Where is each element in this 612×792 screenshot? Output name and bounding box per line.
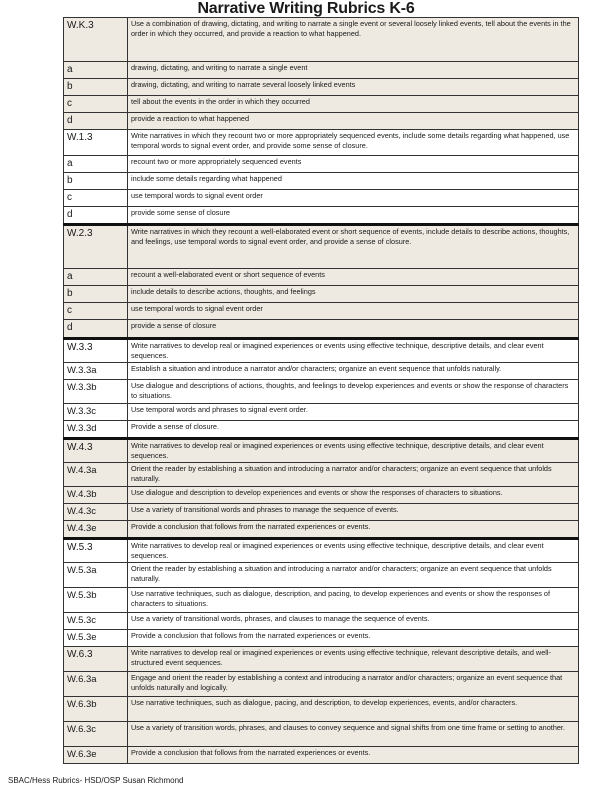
table-row bbox=[64, 539, 579, 563]
standard-text: Use a combination of drawing, dictating, and writing to narrate a single event or several loosely linked events, tell about the events in the order in which they occurred, and provide a reaction to what happened. bbox=[128, 18, 579, 62]
table-row bbox=[64, 190, 579, 207]
standard-text: provide some sense of closure bbox=[128, 207, 579, 225]
standard-code: d bbox=[64, 320, 128, 339]
standard-code: W.5.3 bbox=[64, 539, 128, 563]
standard-text: Provide a conclusion that follows from the narrated experiences or events. bbox=[128, 747, 579, 764]
standard-text: Use a variety of transitional words and phrases to manage the sequence of events. bbox=[128, 504, 579, 521]
standard-code: W.4.3 bbox=[64, 439, 128, 463]
standard-text: Write narratives in which they recount a well-elaborated event or short sequence of events, include details to describe actions, thoughts, and feelings, use temporal words to signal event order, and provide a sense of closure. bbox=[128, 225, 579, 269]
table-row bbox=[64, 320, 579, 339]
table-row bbox=[64, 207, 579, 225]
table-row bbox=[64, 487, 579, 504]
table-row bbox=[64, 747, 579, 764]
table-row bbox=[64, 79, 579, 96]
standard-text: Provide a conclusion that follows from the narrated experiences or events. bbox=[128, 630, 579, 647]
standard-code: W.K.3 bbox=[64, 18, 128, 62]
standard-code: d bbox=[64, 207, 128, 225]
table-row bbox=[64, 363, 579, 380]
table-row bbox=[64, 672, 579, 697]
standard-code: W.5.3a bbox=[64, 563, 128, 588]
standard-code: W.6.3c bbox=[64, 722, 128, 747]
standard-text: tell about the events in the order in which they occurred bbox=[128, 96, 579, 113]
standard-code: c bbox=[64, 303, 128, 320]
standard-code: W.3.3d bbox=[64, 421, 128, 439]
table-row bbox=[64, 404, 579, 421]
standard-text: Orient the reader by establishing a situation and introducing a narrator and/or characters; organize an event sequence that unfolds naturally. bbox=[128, 563, 579, 588]
standard-code: a bbox=[64, 62, 128, 79]
standard-text: Use a variety of transitional words, phrases, and clauses to manage the sequence of events. bbox=[128, 613, 579, 630]
standard-text: Write narratives to develop real or imagined experiences or events using effective technique, descriptive details, and clear event sequences. bbox=[128, 339, 579, 363]
table-row bbox=[64, 521, 579, 539]
table-row bbox=[64, 339, 579, 363]
standard-text: recount two or more appropriately sequenced events bbox=[128, 156, 579, 173]
standard-code: W.4.3a bbox=[64, 463, 128, 487]
standard-text: recount a well-elaborated event or short sequence of events bbox=[128, 269, 579, 286]
standard-code: W.6.3b bbox=[64, 697, 128, 722]
standard-code: W.6.3a bbox=[64, 672, 128, 697]
rubric-table bbox=[63, 17, 579, 764]
standard-code: W.1.3 bbox=[64, 130, 128, 156]
table-row bbox=[64, 630, 579, 647]
standard-code: W.5.3c bbox=[64, 613, 128, 630]
table-row bbox=[64, 130, 579, 156]
standard-text: Use temporal words and phrases to signal event order. bbox=[128, 404, 579, 421]
table-row bbox=[64, 647, 579, 672]
standard-code: W.3.3 bbox=[64, 339, 128, 363]
standard-text: use temporal words to signal event order bbox=[128, 303, 579, 320]
standard-code: W.3.3c bbox=[64, 404, 128, 421]
standard-text: Write narratives to develop real or imagined experiences or events using effective technique, descriptive details, and clear event sequences. bbox=[128, 439, 579, 463]
standard-text: Use dialogue and description to develop experiences and events or show the responses of characters to situations. bbox=[128, 487, 579, 504]
standard-code: W.5.3b bbox=[64, 588, 128, 613]
table-row bbox=[64, 463, 579, 487]
standard-text: Use a variety of transition words, phrases, and clauses to convey sequence and signal shifts from one time frame or setting to another. bbox=[128, 722, 579, 747]
standard-code: b bbox=[64, 286, 128, 303]
standard-code: W.4.3c bbox=[64, 504, 128, 521]
standard-code: a bbox=[64, 156, 128, 173]
standard-code: b bbox=[64, 173, 128, 190]
table-row bbox=[64, 421, 579, 439]
table-row bbox=[64, 156, 579, 173]
standard-code: W.4.3b bbox=[64, 487, 128, 504]
standard-text: Establish a situation and introduce a narrator and/or characters; organize an event sequence that unfolds naturally. bbox=[128, 363, 579, 380]
table-row bbox=[64, 269, 579, 286]
standard-text: Orient the reader by establishing a situation and introducing a narrator and/or characters; organize an event sequence that unfolds naturally. bbox=[128, 463, 579, 487]
table-row bbox=[64, 18, 579, 62]
table-row bbox=[64, 697, 579, 722]
standard-text: provide a reaction to what happened bbox=[128, 113, 579, 130]
standard-code: a bbox=[64, 269, 128, 286]
standard-text: Use narrative techniques, such as dialogue, description, and pacing, to develop experiences and events or show the responses of characters to situations. bbox=[128, 588, 579, 613]
table-row bbox=[64, 96, 579, 113]
table-row bbox=[64, 563, 579, 588]
standard-text: Provide a sense of closure. bbox=[128, 421, 579, 439]
footer-credit: SBAC/Hess Rubrics- HSD/OSP Susan Richmond bbox=[8, 776, 184, 785]
standard-text: include details to describe actions, thoughts, and feelings bbox=[128, 286, 579, 303]
table-row bbox=[64, 286, 579, 303]
standard-text: Write narratives to develop real or imagined experiences or events using effective technique, relevant descriptive details, and well-structured event sequences. bbox=[128, 647, 579, 672]
table-row bbox=[64, 225, 579, 269]
page-title: Narrative Writing Rubrics K-6 bbox=[197, 0, 415, 17]
standard-text: provide a sense of closure bbox=[128, 320, 579, 339]
standard-text: include some details regarding what happened bbox=[128, 173, 579, 190]
standard-text: Write narratives to develop real or imagined experiences or events using effective technique, descriptive details, and clear event sequences. bbox=[128, 539, 579, 563]
table-row bbox=[64, 588, 579, 613]
standard-code: c bbox=[64, 190, 128, 207]
standard-code: W.5.3e bbox=[64, 630, 128, 647]
standard-text: drawing, dictating, and writing to narrate a single event bbox=[128, 62, 579, 79]
standard-code: d bbox=[64, 113, 128, 130]
table-row bbox=[64, 504, 579, 521]
standard-code: c bbox=[64, 96, 128, 113]
table-row bbox=[64, 173, 579, 190]
table-row bbox=[64, 380, 579, 404]
table-row bbox=[64, 439, 579, 463]
standard-code: W.2.3 bbox=[64, 225, 128, 269]
table-row bbox=[64, 613, 579, 630]
standard-code: W.4.3e bbox=[64, 521, 128, 539]
table-row bbox=[64, 303, 579, 320]
table-row bbox=[64, 722, 579, 747]
standard-code: b bbox=[64, 79, 128, 96]
standard-text: Use narrative techniques, such as dialogue, pacing, and description, to develop experiences, events, and/or characters. bbox=[128, 697, 579, 722]
standard-code: W.6.3e bbox=[64, 747, 128, 764]
standard-code: W.6.3 bbox=[64, 647, 128, 672]
standard-text: Use dialogue and descriptions of actions, thoughts, and feelings to develop experiences and events or show the response of characters to situations. bbox=[128, 380, 579, 404]
table-row bbox=[64, 62, 579, 79]
standard-text: Engage and orient the reader by establishing a context and introducing a narrator and/or characters; organize an event sequence that unfolds naturally and logically. bbox=[128, 672, 579, 697]
standard-text: use temporal words to signal event order bbox=[128, 190, 579, 207]
standard-text: drawing, dictating, and writing to narrate several loosely linked events bbox=[128, 79, 579, 96]
standard-code: W.3.3b bbox=[64, 380, 128, 404]
standard-text: Provide a conclusion that follows from the narrated experiences or events. bbox=[128, 521, 579, 539]
standard-code: W.3.3a bbox=[64, 363, 128, 380]
table-row bbox=[64, 113, 579, 130]
standard-text: Write narratives in which they recount two or more appropriately sequenced events, include some details regarding what happened, use temporal words to signal event order, and provide some sense of closure. bbox=[128, 130, 579, 156]
